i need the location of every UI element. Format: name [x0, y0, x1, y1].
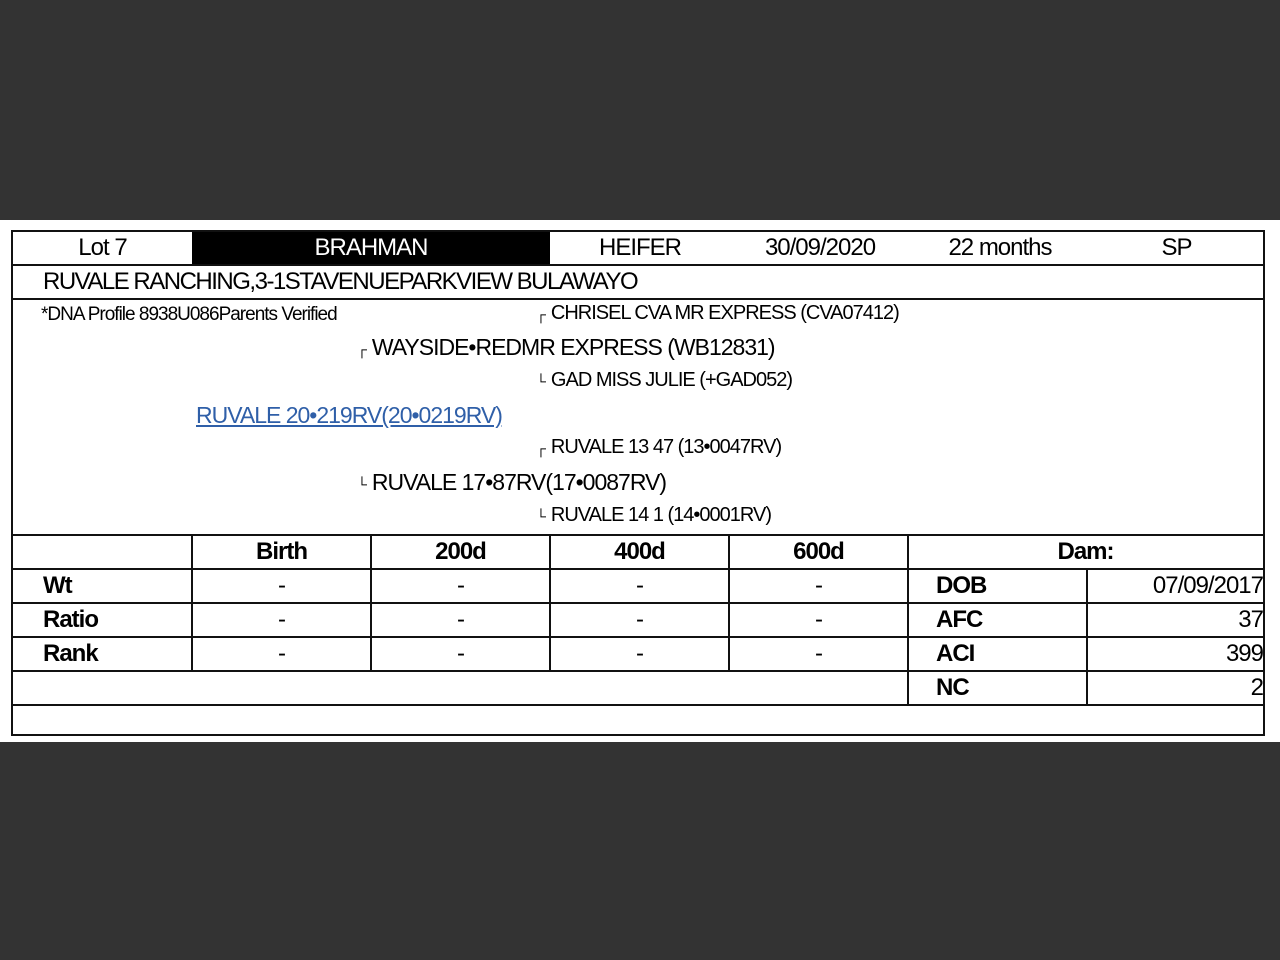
branch-down-icon: └: [536, 372, 545, 389]
divider: [13, 704, 1263, 706]
sex-label: HEIFER: [598, 234, 681, 261]
dam: [357, 469, 666, 496]
pedigree-block: [13, 300, 1263, 534]
table-cell: -: [457, 572, 464, 599]
divider: [907, 536, 909, 704]
dam-sire: [536, 436, 781, 459]
dam-nc-value: 2: [1250, 674, 1263, 701]
branch-down-icon: └: [536, 507, 545, 524]
sire-sire: [536, 302, 899, 325]
dam-name: RUVALE 17•87RV(17•0087RV): [371, 469, 667, 495]
dam-info-title: Dam:: [1057, 538, 1114, 565]
row-label: Wt: [43, 572, 72, 599]
lot-card: [11, 230, 1265, 736]
dna-note: *DNA Profile 8938U086Parents Verified: [41, 304, 337, 325]
table-cell: -: [278, 640, 285, 667]
table-cell: -: [815, 572, 822, 599]
branch-up-icon: ┌: [357, 340, 366, 357]
dam-aci-value: 399: [1225, 640, 1263, 667]
dam-afc-label: AFC: [936, 606, 983, 633]
breed-label: BRAHMAN: [192, 232, 550, 264]
row-label: Rank: [43, 640, 98, 667]
dam-dob-value: 07/09/2017: [1152, 572, 1263, 599]
table-row: [13, 570, 1263, 602]
birth-date: 30/09/2020: [764, 234, 876, 261]
table-cell: -: [457, 606, 464, 633]
lot-header-row: [13, 232, 1263, 264]
column-header: 200d: [435, 538, 486, 565]
table-cell: -: [636, 640, 643, 667]
dam-aci-label: ACI: [936, 640, 975, 667]
table-row: [13, 672, 1263, 704]
sire-dam: [536, 369, 792, 392]
column-header: Birth: [256, 538, 307, 565]
age-label: 22 months: [948, 234, 1052, 261]
animal[interactable]: [196, 402, 502, 429]
sire-sire-name: CHRISEL CVA MR EXPRESS (CVA07412): [550, 302, 899, 324]
column-header: 600d: [793, 538, 844, 565]
performance-header-row: [13, 536, 1263, 568]
sire: [357, 334, 775, 361]
divider: [1086, 570, 1088, 704]
sire-dam-name: GAD MISS JULIE (+GAD052): [550, 369, 792, 391]
lot-number: Lot 7: [78, 234, 127, 261]
animal-name-link[interactable]: RUVALE 20•219RV(20•0219RV): [196, 402, 502, 428]
table-cell: -: [815, 640, 822, 667]
branch-down-icon: └: [357, 475, 366, 492]
table-cell: -: [278, 572, 285, 599]
dam-sire-name: RUVALE 13 47 (13•0047RV): [550, 436, 782, 458]
table-cell: -: [815, 606, 822, 633]
divider: [549, 536, 551, 670]
dam-nc-label: NC: [936, 674, 969, 701]
dam-dam: [536, 504, 771, 527]
divider: [728, 536, 730, 670]
branch-up-icon: ┌: [536, 439, 545, 456]
divider: [191, 536, 193, 670]
table-cell: -: [278, 606, 285, 633]
owner-row: [13, 266, 1263, 298]
row-label: Ratio: [43, 606, 98, 633]
sire-name: WAYSIDE•REDMR EXPRESS (WB12831): [371, 334, 775, 360]
divider: [370, 536, 372, 670]
sale-sheet: [0, 220, 1280, 742]
branch-up-icon: ┌: [536, 305, 545, 322]
table-cell: -: [457, 640, 464, 667]
owner-address: RUVALE RANCHING,3-1STAVENUEPARKVIEW BULAWAYO: [43, 268, 638, 295]
column-header: 400d: [614, 538, 665, 565]
table-row: [13, 604, 1263, 636]
dam-afc-value: 37: [1238, 606, 1263, 633]
table-cell: -: [636, 606, 643, 633]
dam-dam-name: RUVALE 14 1 (14•0001RV): [550, 504, 771, 526]
code-label: SP: [1161, 234, 1192, 261]
table-row: [13, 638, 1263, 670]
table-cell: -: [636, 572, 643, 599]
dam-dob-label: DOB: [936, 572, 987, 599]
